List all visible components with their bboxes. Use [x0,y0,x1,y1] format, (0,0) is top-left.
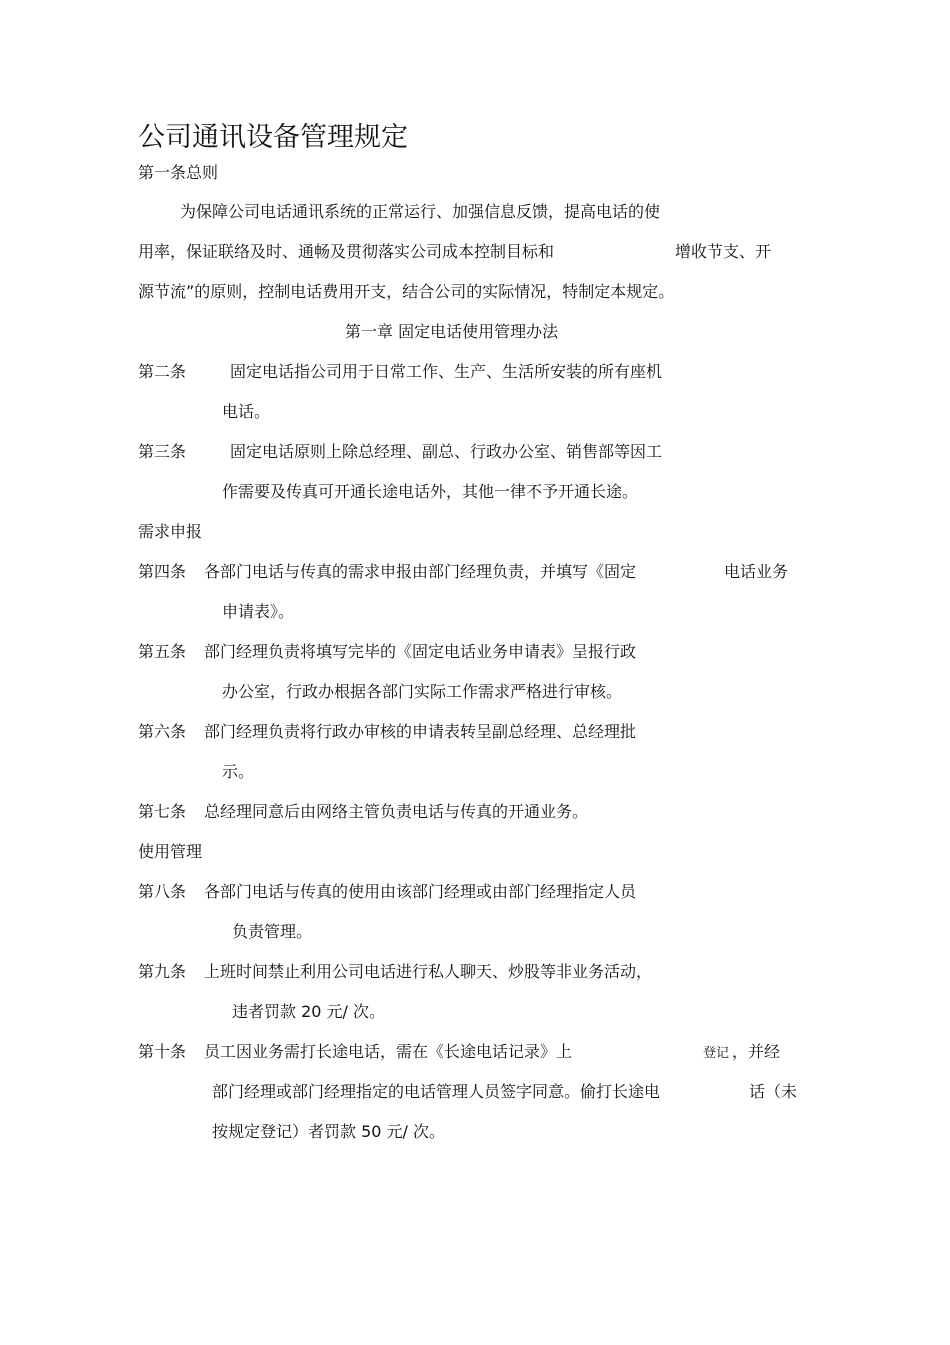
article-10-line-2a: 部门经理或部门经理指定的电话管理人员签字同意。偷打长途电 [212,1082,661,1101]
article-6-line-1: 部门经理负责将行政办审核的申请表转呈副总经理、总经理批 [204,722,637,741]
article-2-line-2: 电话。 [222,402,271,421]
article-10-line-3: 按规定登记）者罚款 50 元/ 次。 [212,1122,446,1141]
article-2-number: 第二条 [138,362,187,381]
article-4-number: 第四条 [138,562,187,581]
article-10-line-2b: 话（未 [749,1082,798,1101]
article-10-line-1c: ，并经 [732,1042,781,1061]
article-7-line-1: 总经理同意后由网络主管负责电话与传真的开通业务。 [204,802,589,821]
section-usage-heading: 使用管理 [138,842,203,861]
intro-line-2a: 用率，保证联络及时、通畅及贯彻落实公司成本控制目标和 [138,242,555,261]
article-6-number: 第六条 [138,722,187,741]
article-4-line-1a: 各部门电话与传真的需求申报由部门经理负责，并填写《固定 [204,562,637,581]
section-request-heading: 需求申报 [138,522,203,541]
article-4-line-1b: 电话业务 [724,562,789,581]
article-6-line-2: 示。 [222,762,255,781]
document-title: 公司通讯设备管理规定 [138,122,408,153]
article-10-number: 第十条 [138,1042,187,1061]
article-4-line-2: 申请表》。 [222,602,295,621]
article-2-line-1: 固定电话指公司用于日常工作、生产、生活所安装的所有座机 [230,362,663,381]
article-9-line-1: 上班时间禁止利用公司电话进行私人聊天、炒股等非业务活动， [204,962,653,981]
article-3-number: 第三条 [138,442,187,461]
article-9-line-2: 违者罚款 20 元/ 次。 [232,1002,386,1021]
article-5-line-1: 部门经理负责将填写完毕的《固定电话业务申请表》呈报行政 [204,642,637,661]
section-general-heading: 第一条总则 [138,163,219,182]
intro-line-2b: 增收节支、开 [675,242,772,261]
article-8-line-1: 各部门电话与传真的使用由该部门经理或由部门经理指定人员 [204,882,637,901]
chapter-1-heading: 第一章 固定电话使用管理办法 [345,322,559,341]
intro-line-1: 为保障公司电话通讯系统的正常运行、加强信息反馈，提高电话的使 [180,202,661,221]
article-5-number: 第五条 [138,642,187,661]
article-5-line-2: 办公室，行政办根据各部门实际工作需求严格进行审核。 [222,682,623,701]
article-8-line-2: 负责管理。 [232,922,313,941]
article-8-number: 第八条 [138,882,187,901]
article-9-number: 第九条 [138,962,187,981]
article-10-line-1b: 登记 [703,1046,730,1061]
article-10-line-1a: 员工因业务需打长途电话，需在《长途电话记录》上 [204,1042,573,1061]
intro-line-3: 源节流”的原则，控制电话费用开支，结合公司的实际情况，特制定本规定。 [138,282,675,301]
article-7-number: 第七条 [138,802,187,821]
article-3-line-1: 固定电话原则上除总经理、副总、行政办公室、销售部等因工 [230,442,663,461]
article-3-line-2: 作需要及传真可开通长途电话外，其他一律不予开通长途。 [222,482,639,501]
